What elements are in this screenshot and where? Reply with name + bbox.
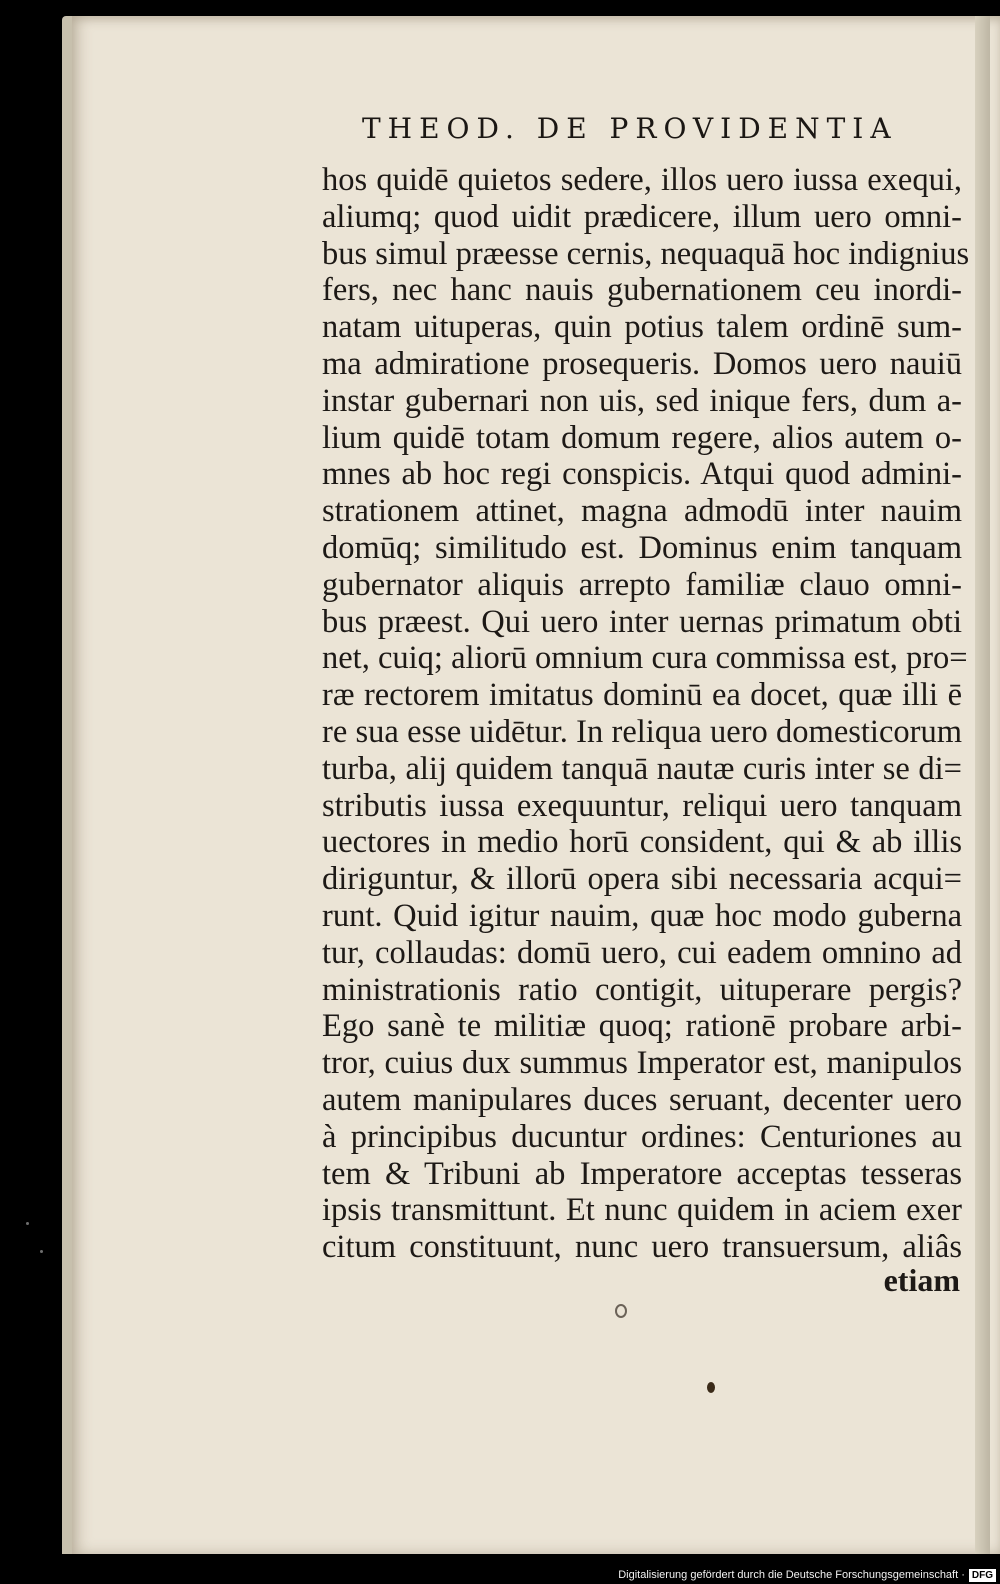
scan-speck — [26, 1222, 29, 1225]
text-line: turba, alij quidem tanquā nautæ curis inter se di= — [322, 750, 962, 787]
text-line: ministrationis ratio contigit, uituperare pergis? — [322, 971, 962, 1008]
text-line: citum constituunt, nunc uero transuersum, aliâs — [322, 1229, 962, 1266]
text-line: diriguntur, & illorū opera sibi necessaria acqui= — [322, 861, 962, 898]
text-line: bus præest. Qui uero inter uernas primatum obti — [322, 603, 962, 640]
text-line: autem manipulares duces seruant, decenter uero — [322, 1081, 962, 1118]
text-line: à principibus ducuntur ordines: Centuriones au — [322, 1118, 962, 1155]
text-line: mnes ab hoc regi conspicis. Atqui quod admini- — [322, 456, 962, 493]
text-line: ipsis transmittunt. Et nunc quidem in aciem exer — [322, 1192, 962, 1229]
dfg-logo-icon: DFG — [969, 1569, 996, 1582]
text-line: stributis iussa exequuntur, reliqui uero tanquam — [322, 787, 962, 824]
ink-spot — [615, 1304, 627, 1318]
page-edge — [975, 16, 990, 1554]
text-line: tur, collaudas: domū uero, cui eadem omnino ad — [322, 934, 962, 971]
text-line: gubernator aliquis arrepto familiæ clauo omni- — [322, 566, 962, 603]
text-line: strationem attinet, magna admodū inter nauim — [322, 493, 962, 530]
text-line: ma admiratione prosequeris. Domos uero nauiū — [322, 345, 962, 382]
text-line: uectores in medio horū consident, qui & ab illis — [322, 824, 962, 861]
body-text — [322, 162, 970, 1266]
text-line: instar gubernari non uis, sed inique fers, dum a- — [322, 382, 962, 419]
ink-spot — [707, 1382, 715, 1393]
text-line: hos quidē quietos sedere, illos uero iussa exequi, — [322, 162, 962, 198]
footer-credit: Digitalisierung gefördert durch die Deutsche Forschungsgemeinschaft · — [618, 1569, 965, 1581]
text-line: tem & Tribuni ab Imperatore acceptas tesseras — [322, 1155, 962, 1192]
text-line: runt. Quid igitur nauim, quæ hoc modo guberna — [322, 897, 962, 934]
running-head: THEOD. DE PROVIDENTIA — [362, 112, 898, 145]
catchword: etiam — [883, 1262, 960, 1298]
text-line: aliumq; quod uidit prædicere, illum uero omni- — [322, 198, 962, 235]
text-line: fers, nec hanc nauis gubernationem ceu inordi- — [322, 272, 962, 309]
text-line: bus simul præesse cernis, nequaquā hoc indignius — [322, 235, 970, 272]
text-line: natam uituperas, quin potius talem ordinē sum- — [322, 309, 962, 346]
text-line: net, cuiq; aliorū omnium cura commissa est, pro= — [322, 640, 968, 677]
text-line: ræ rectorem imitatus dominū ea docet, quæ illi ē — [322, 677, 962, 714]
text-line: lium quidē totam domum regere, alios autem o- — [322, 419, 962, 456]
text-line: re sua esse uidētur. In reliqua uero domesticorum — [322, 713, 962, 750]
scan-speck — [40, 1250, 43, 1253]
digitization-footer — [598, 1566, 1000, 1584]
text-line: domūq; similitudo est. Dominus enim tanquam — [322, 529, 962, 566]
text-line: Ego sanè te militiæ quoq; rationē probare arbi- — [322, 1008, 962, 1045]
text-line: tror, cuius dux summus Imperator est, manipulos — [322, 1045, 962, 1082]
